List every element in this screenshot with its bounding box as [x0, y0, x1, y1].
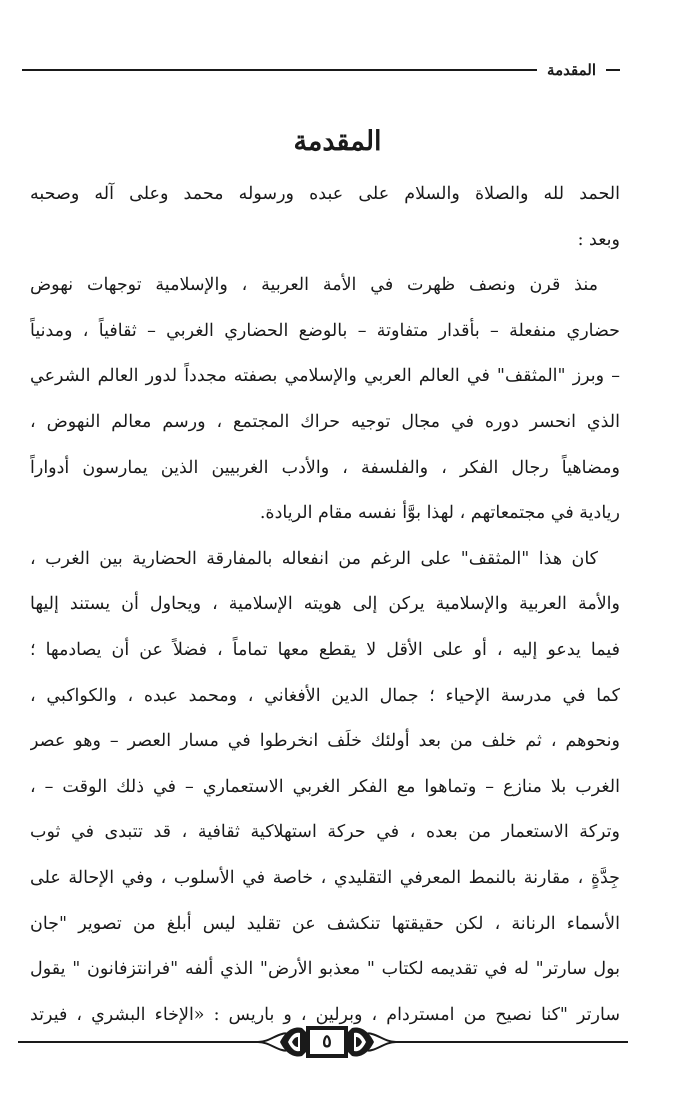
- text-line: الأسماء الرنانة ، لكن حقيقتها تنكشف عن تقليد ليس أبلغ من تصوير "جان: [30, 913, 620, 934]
- running-header: [22, 56, 620, 84]
- header-rule: [22, 69, 537, 71]
- text-line: وتركة الاستعمار من بعده ، في حركة استهلاكية ثقافية ، قد تتبدى في ثوب: [30, 822, 620, 843]
- footer-rule-left: [18, 1041, 258, 1043]
- text-line: وبعد :: [577, 229, 620, 250]
- text-line: سارتر "كنا نصيح من امستردام ، وبرلين ، و باريس : «الإخاء البشري ، فيرتد: [30, 1004, 620, 1025]
- text-line: بول سارتر" له في تقديمه لكتاب " معذبو الأرض" الذي ألفه "فرانتزفانون " يقول: [30, 959, 620, 980]
- page-number: ٥: [322, 1031, 332, 1052]
- running-header-title: المقدمة: [547, 61, 596, 79]
- text-line: – وبرز "المثقف" في العالم العربي والإسلامي بصفته مجدداً لدور العالم الشرعي: [30, 366, 620, 387]
- text-line: كما في مدرسة الإحياء ؛ جمال الدين الأفغاني ، ومحمد عبده ، والكواكبي ،: [30, 685, 620, 706]
- text-line: منذ قرن ونصف ظهرت في الأمة العربية ، والإسلامية توجهات نهوض: [30, 275, 598, 296]
- header-dash: [606, 69, 620, 71]
- text-line: والأمة العربية والإسلامية يركن إلى هويته الإسلامية ، ويحاول أن يستند إليها: [30, 594, 620, 615]
- text-line: ونحوهم ، ثم خلف من بعد أولئك خلَف انخرطوا في مسار العصر – وهو عصر: [30, 731, 620, 752]
- text-line: فيما يدعو إليه ، أو على الأقل لا يقطع معها تماماً ، فضلاً عن أن يصادمها ؛: [30, 639, 620, 660]
- text-line: الحمد لله والصلاة والسلام على عبده ورسوله محمد وعلى آله وصحبه: [30, 184, 620, 204]
- body-text: [30, 172, 620, 1038]
- page-footer: [18, 1022, 628, 1062]
- footer-rule-right: [396, 1041, 628, 1043]
- text-line: حضاري منفعلة – بأقدار متفاوتة – بالوضع الحضاري الغربي – ثقافياً ، ومدنياً: [30, 320, 620, 341]
- text-line: الذي انحسر دوره في مجال توجيه حراك المجتمع ، ورسم معالم النهوض ،: [30, 411, 620, 432]
- text-line: جِدَّةٍ ، مقارنة بالنمط المعرفي التقليدي ، خاصة في الأسلوب ، وفي الإحالة على: [30, 867, 620, 888]
- text-line: كان هذا "المثقف" على الرغم من انفعاله بالمفارقة الحضارية بين الغرب ،: [30, 548, 598, 569]
- text-line: ومضاهياً رجال الفكر ، والفلسفة ، والأدب الغربيين الذين يمارسون أدواراً: [30, 457, 620, 478]
- chapter-title: المقدمة: [293, 126, 382, 157]
- text-line: الغرب بلا منازع – وتماهوا مع الفكر الغربي الاستعماري – في ذلك الوقت – ،: [30, 776, 620, 797]
- text-line: ريادية في مجتمعاتهم ، لهذا بوَّأ نفسه مقام الريادة.: [259, 503, 620, 524]
